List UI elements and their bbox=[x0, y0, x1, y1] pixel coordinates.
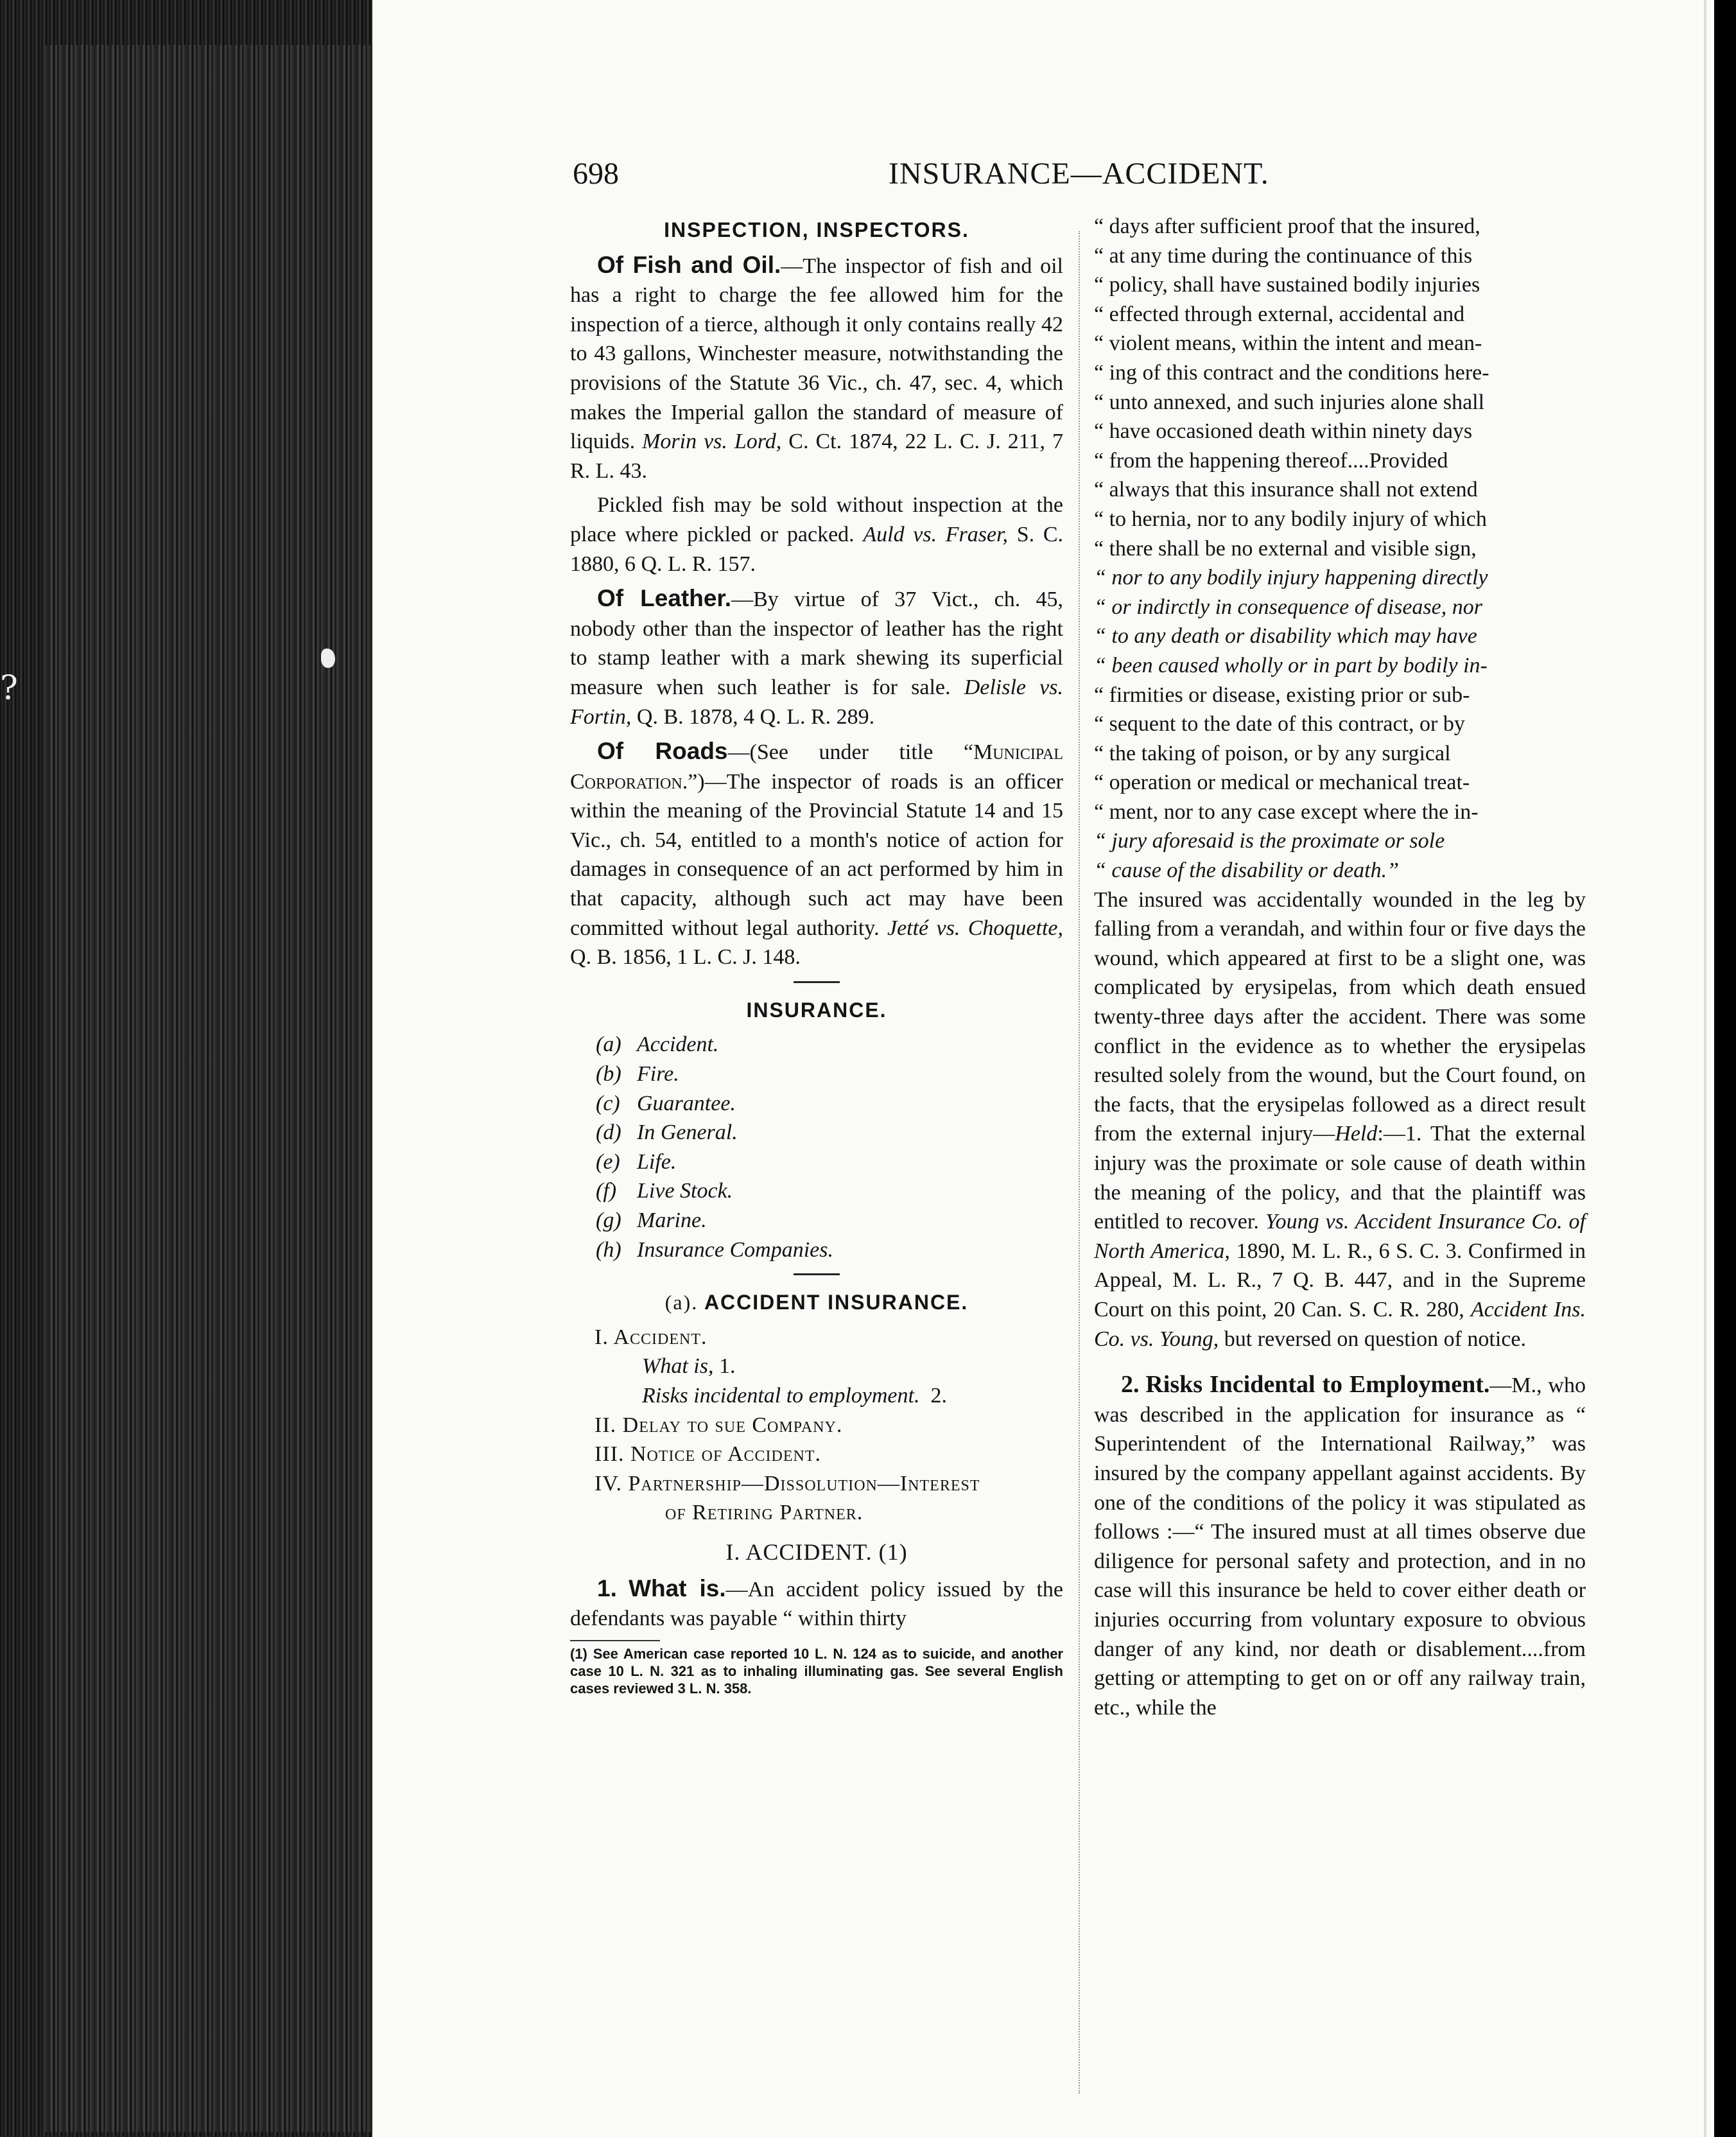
toc-item-notice: III. Notice of Accident. bbox=[595, 1442, 822, 1467]
what-text: —An accident policy issued by the defendants was payable “ within thirty bbox=[570, 1577, 1064, 1631]
roads-pre: —(See under title “ bbox=[727, 740, 973, 765]
policy-quote bbox=[1094, 212, 1586, 885]
held-label: Held bbox=[1335, 1122, 1378, 1146]
running-title: INSURANCE—ACCIDENT. bbox=[889, 157, 1269, 191]
list-item: (e) Life. bbox=[596, 1149, 677, 1174]
case-morin: Morin vs. Lord, bbox=[642, 430, 782, 454]
toc-subitem-risks: Risks incidental to employment. 2. bbox=[642, 1383, 947, 1408]
list-item: (c) Guarantee. bbox=[596, 1091, 736, 1115]
quote-line: “ violent means, within the intent and mean- bbox=[1094, 331, 1482, 356]
what-num: 1. bbox=[597, 1574, 617, 1601]
roads-text: .”)—The inspector of roads is an officer within the meaning of the Provincial Statute 14 and 15 Vic., ch. 54, entitled to a month's notice of action for damages in consequence of an act performed by him in that capacity, although such act may have been committed without legal authority. bbox=[570, 769, 1063, 940]
topic-roads: Of Roads bbox=[597, 738, 728, 765]
paragraph-what-is bbox=[570, 1574, 1063, 1634]
topic-leather: Of Leather. bbox=[597, 585, 732, 612]
quote-line: “ effected through external, accidental and bbox=[1094, 302, 1465, 326]
quote-line: “ firmities or disease, existing prior or sub- bbox=[1094, 683, 1470, 707]
quote-line: “ or indirctly in consequence of disease, nor bbox=[1094, 595, 1482, 619]
list-item: (b) Fire. bbox=[596, 1062, 679, 1086]
topic-what-is: What is. bbox=[629, 1574, 726, 1601]
young-tail: but reversed on question of notice. bbox=[1224, 1327, 1527, 1351]
citation-young: 1890, M. L. R., 6 S. C. 3. Confirmed in Appeal, M. L. R., 7 Q. B. 447, and in the Supreme Court on this point, 20 Can. S. C. R. 280, bbox=[1094, 1239, 1586, 1321]
quote-line: “ unto annexed, and such injuries alone shall bbox=[1094, 390, 1485, 414]
footnote: (1) See American case reported 10 L. N. 124 as to suicide, and another case 10 L. N. 321 as to inhaling illuminating gas. See several English cases reviewed 3 L. N. 358. bbox=[570, 1645, 1063, 1697]
list-item: (g) Marine. bbox=[596, 1208, 707, 1232]
quote-line: “ ing of this contract and the conditions here- bbox=[1094, 360, 1489, 385]
quote-line: “ nor to any bodily injury happening directly bbox=[1094, 566, 1488, 590]
insurance-subject-list bbox=[570, 1030, 1063, 1264]
risks-text: —M., who was described in the application for insurance as “ Superintendent of the International Railway,” was insured by the company appellant against accidents. By one of the conditions of the policy it was stipulated as follows :—“ The insured must at all times observe due diligence for personal safety and protection, and in no case will this insurance be held to cover either death or injuries occurring from voluntary exposure to obvious danger of any kind, nor death or disablement....from getting or attempting to get on or off any railway train, etc., while the bbox=[1094, 1374, 1586, 1720]
leather-text: —By virtue of 37 Vict., ch. 45, nobody other than the inspector of leather has the right to stamp leather with a mark shewing its superficial measure when such leather is for sale. bbox=[570, 588, 1064, 699]
section-rule bbox=[794, 1273, 840, 1275]
inspection-heading: INSPECTION, INSPECTORS. bbox=[664, 218, 969, 241]
quote-line: “ to any death or disability which may have bbox=[1094, 624, 1477, 649]
case-accident-ins: Accident Ins. Co. vs. Young, bbox=[1094, 1297, 1586, 1351]
paragraph-leather bbox=[570, 584, 1063, 731]
accident-contents bbox=[570, 1323, 1063, 1528]
quote-line: “ operation or medical or mechanical treat- bbox=[1094, 771, 1470, 795]
roads-cross-ref: Municipal Corporation bbox=[570, 740, 1063, 794]
young-text: The insured was accidentally wounded in the leg by falling from a verandah, and within four or five days the wound, which appeared at first to be a slight one, was complicated by erysipelas, from which death ensued twenty-three days after the accident. There was some conflict in the evidence as to whether the erysipelas resulted solely from the wound, but the Court found, on the facts, that the erysipelas followed as a direct result from the external injury— bbox=[1094, 887, 1586, 1146]
footnote-rule bbox=[570, 1640, 660, 1641]
toc-item-partnership-cont: of Retiring Partner. bbox=[665, 1501, 864, 1525]
case-jette: Jetté vs. Choquette, bbox=[887, 916, 1063, 940]
young-holding: :—1. That the external injury was the proximate or sole cause of death within the meaning of the policy, and that the plaintiff was entitled to recover. bbox=[1094, 1122, 1586, 1234]
book-page bbox=[372, 0, 1714, 2137]
quote-line: “ the taking of poison, or by any surgical bbox=[1094, 741, 1451, 765]
running-head bbox=[372, 152, 1714, 196]
citation-auld: S. C. 1880, 6 Q. L. R. 157. bbox=[570, 522, 1064, 576]
quote-line: “ at any time during the continuance of this bbox=[1094, 243, 1473, 268]
quote-line: “ policy, shall have sustained bodily injuries bbox=[1094, 273, 1480, 297]
page-number: 698 bbox=[573, 157, 619, 191]
quote-line: “ cause of the disability or death.” bbox=[1094, 859, 1400, 883]
list-item: (h) Insurance Companies. bbox=[596, 1237, 833, 1262]
column-divider bbox=[1079, 231, 1080, 2093]
quote-line: “ to hernia, nor to any bodily injury of which bbox=[1094, 507, 1487, 531]
left-column bbox=[570, 212, 1063, 1697]
paragraph-young-facts bbox=[1094, 885, 1586, 1354]
paragraph-risks bbox=[1094, 1370, 1586, 1722]
edge-ink-nick bbox=[321, 649, 335, 668]
pickled-text: Pickled fish may be sold without inspection at the place where pickled or packed. bbox=[570, 493, 1063, 546]
quote-line: “ ment, nor to any case except where the in- bbox=[1094, 799, 1479, 824]
citation-delisle: Q. B. 1878, 4 Q. L. R. 289. bbox=[636, 704, 875, 729]
quote-line: “ always that this insurance shall not extend bbox=[1094, 478, 1478, 502]
case-auld: Auld vs. Fraser, bbox=[863, 522, 1009, 546]
right-column bbox=[1094, 212, 1586, 1722]
margin-mark: ? bbox=[0, 669, 18, 708]
quote-line: “ there shall be no external and visible sign, bbox=[1094, 536, 1477, 561]
case-young: Young vs. Accident Insurance Co. of North America, bbox=[1094, 1210, 1586, 1263]
scan-border-right bbox=[1714, 0, 1736, 2137]
section-rule bbox=[794, 981, 840, 983]
list-item: (a) Accident. bbox=[596, 1033, 719, 1057]
topic-risks: Risks Incidental to Employment. bbox=[1145, 1371, 1490, 1399]
paragraph-pickled-fish bbox=[570, 491, 1063, 579]
accident-heading-text: ACCIDENT INSURANCE. bbox=[704, 1291, 969, 1314]
list-item: (f) Live Stock. bbox=[596, 1179, 733, 1203]
quote-line: “ sequent to the date of this contract, or by bbox=[1094, 712, 1465, 737]
list-item: (d) In General. bbox=[596, 1121, 738, 1145]
book-page-edges bbox=[0, 0, 372, 2137]
accident-letter: (a). bbox=[664, 1291, 699, 1314]
quote-line: “ have occasioned death within ninety days bbox=[1094, 419, 1473, 444]
accident-subheading: I. ACCIDENT. (1) bbox=[725, 1539, 908, 1565]
scan-frame-line bbox=[1704, 0, 1706, 2137]
quote-line: “ days after sufficient proof that the insured, bbox=[1094, 214, 1480, 238]
toc-item-accident: I. Accident. bbox=[595, 1325, 707, 1349]
fish-text: —The inspector of fish and oil has a right to charge the fee allowed him for the inspection of a tierce, although it only contains really 42 to 43 gallons, Winchester measure, notwithstanding the provisions of the Statute 36 Vic., ch. 47, sec. 4, which makes the Imperial gallon the standard of measure of liquids. bbox=[570, 254, 1063, 454]
topic-fish-oil: Of Fish and Oil. bbox=[597, 251, 781, 278]
citation-jette: Q. B. 1856, 1 L. C. J. 148. bbox=[570, 945, 801, 970]
toc-item-delay: II. Delay to sue Company. bbox=[595, 1413, 843, 1437]
quote-line: “ been caused wholly or in part by bodily in- bbox=[1094, 653, 1488, 677]
insurance-heading: INSURANCE. bbox=[746, 998, 887, 1022]
toc-item-partnership: IV. Partnership—Dissolution—Interest bbox=[595, 1471, 980, 1496]
quote-line: “ jury aforesaid is the proximate or sole bbox=[1094, 829, 1445, 853]
accident-insurance-heading bbox=[570, 1288, 1063, 1318]
case-delisle: Delisle vs. Fortin, bbox=[570, 675, 1063, 729]
paragraph-roads bbox=[570, 737, 1063, 972]
paragraph-fish-oil bbox=[570, 250, 1063, 486]
toc-subitem-what-is: What is, 1. bbox=[642, 1354, 736, 1379]
quote-line: “ from the happening thereof....Provided bbox=[1094, 448, 1448, 473]
risks-num: 2. bbox=[1121, 1371, 1140, 1399]
citation-morin: C. Ct. 1874, 22 L. C. J. 211, 7 R. L. 43. bbox=[570, 430, 1063, 483]
